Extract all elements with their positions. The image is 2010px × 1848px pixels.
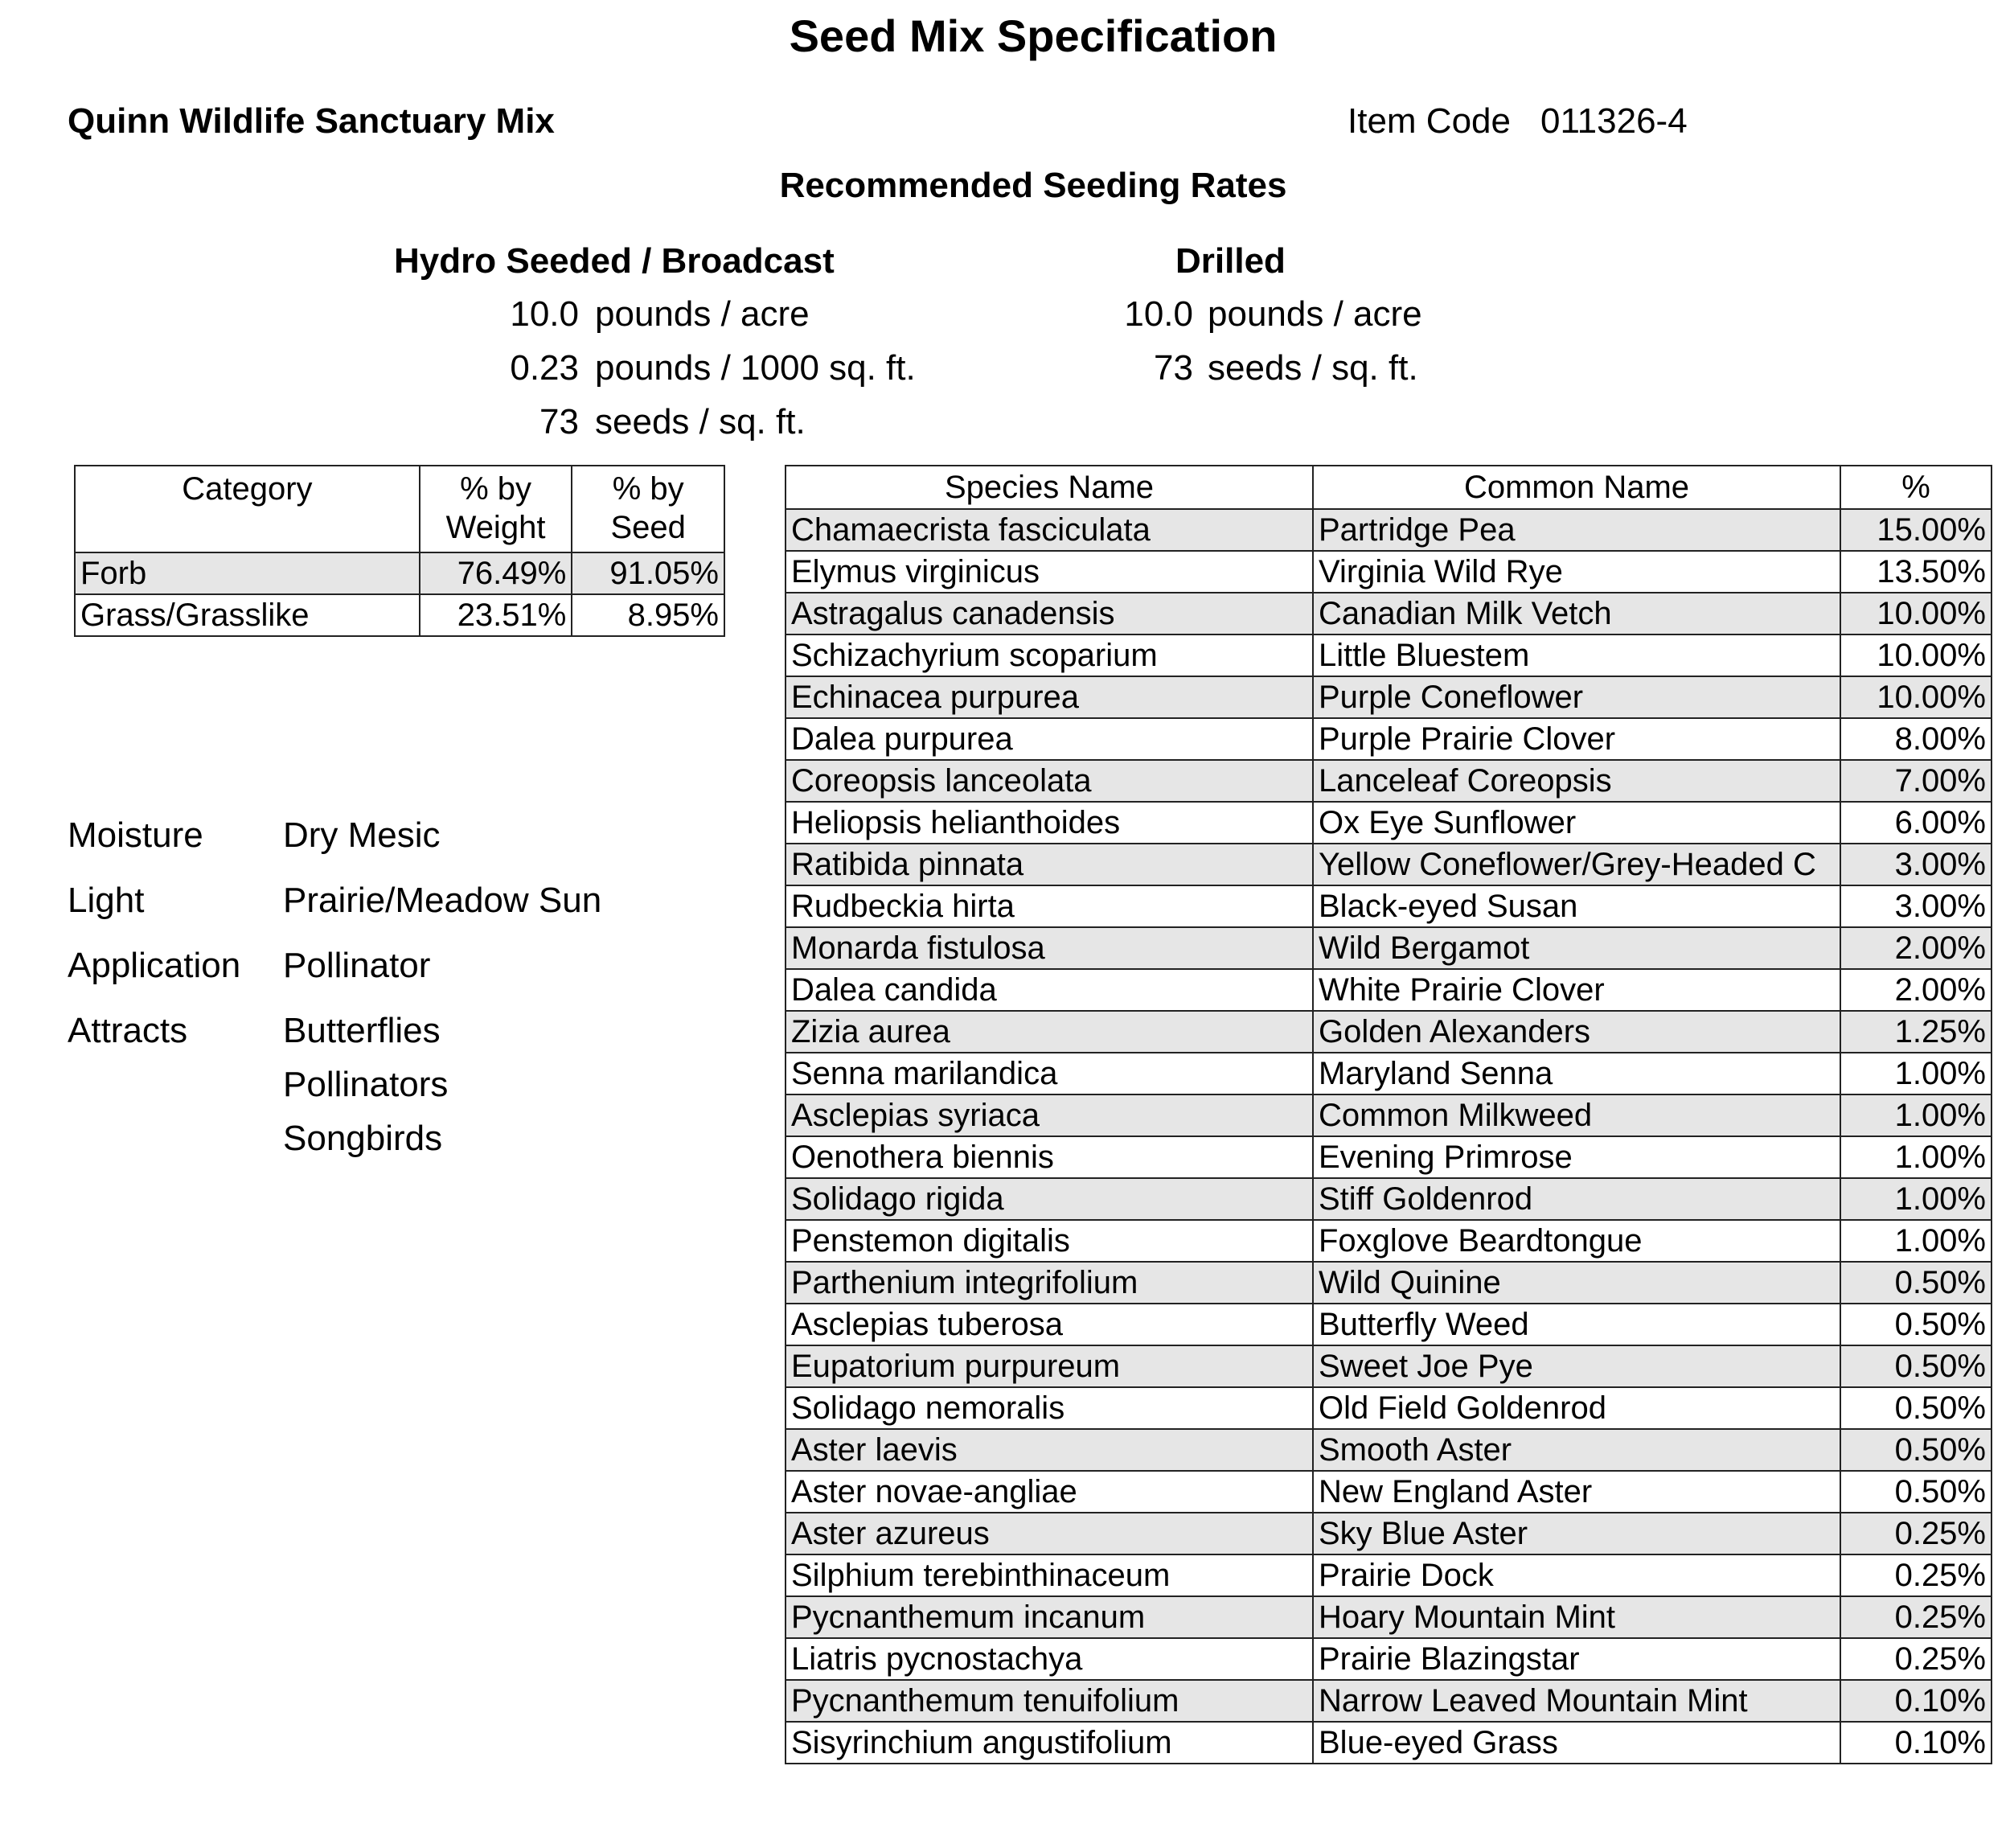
table-row <box>786 1471 1992 1513</box>
table-row <box>786 1596 1992 1638</box>
common-name-cell: Ox Eye Sunflower <box>1313 802 1840 844</box>
common-name-cell: Virginia Wild Rye <box>1313 551 1840 593</box>
species-table <box>785 465 1992 1764</box>
attribute-label: Application <box>68 946 241 985</box>
percent-cell: 0.25% <box>1840 1513 1992 1554</box>
attribute-value: Songbirds <box>283 1119 443 1158</box>
attribute-value: Butterflies <box>283 1011 441 1050</box>
attribute-label: Moisture <box>68 815 203 855</box>
species-name-cell: Pycnanthemum tenuifolium <box>786 1680 1313 1722</box>
common-name-cell: Partridge Pea <box>1313 509 1840 551</box>
hydro-rate-value: 10.0 <box>510 294 579 334</box>
common-name-cell: Wild Quinine <box>1313 1262 1840 1304</box>
item-code-value: 011326-4 <box>1540 101 1688 141</box>
percent-cell: 10.00% <box>1840 676 1992 718</box>
percent-cell: 10.00% <box>1840 593 1992 634</box>
hydro-rate-unit: seeds / sq. ft. <box>595 402 806 441</box>
species-name-cell: Sisyrinchium angustifolium <box>786 1722 1313 1764</box>
weight-cell: 76.49% <box>420 552 572 594</box>
species-name-cell: Rudbeckia hirta <box>786 885 1313 927</box>
species-name-cell: Aster azureus <box>786 1513 1313 1554</box>
category-cell: Grass/Grasslike <box>75 594 420 636</box>
common-name-cell: Maryland Senna <box>1313 1053 1840 1094</box>
hydro-rate-unit: pounds / acre <box>595 294 810 334</box>
common-name-cell: Wild Bergamot <box>1313 927 1840 969</box>
category-table <box>74 465 725 637</box>
attribute-label: Light <box>68 881 145 920</box>
percent-cell: 7.00% <box>1840 760 1992 802</box>
percent-cell: 0.25% <box>1840 1638 1992 1680</box>
species-name-cell: Solidago nemoralis <box>786 1387 1313 1429</box>
percent-cell: 1.00% <box>1840 1053 1992 1094</box>
table-row <box>786 1220 1992 1262</box>
species-name-cell: Pycnanthemum incanum <box>786 1596 1313 1638</box>
species-name-cell: Elymus virginicus <box>786 551 1313 593</box>
species-name-cell: Eupatorium purpureum <box>786 1345 1313 1387</box>
table-row <box>786 927 1992 969</box>
table-row <box>786 551 1992 593</box>
table-row <box>786 1429 1992 1471</box>
common-name-cell: Purple Prairie Clover <box>1313 718 1840 760</box>
common-name-cell: Common Milkweed <box>1313 1094 1840 1136</box>
percent-cell: 10.00% <box>1840 634 1992 676</box>
table-row <box>786 1513 1992 1554</box>
common-name-cell: Smooth Aster <box>1313 1429 1840 1471</box>
common-name-cell: Narrow Leaved Mountain Mint <box>1313 1680 1840 1722</box>
table-row <box>786 969 1992 1011</box>
common-name-cell: Stiff Goldenrod <box>1313 1178 1840 1220</box>
common-name-cell: Canadian Milk Vetch <box>1313 593 1840 634</box>
table-row <box>786 844 1992 885</box>
table-row <box>786 718 1992 760</box>
weight-cell: 23.51% <box>420 594 572 636</box>
drilled-heading: Drilled <box>1175 241 1286 281</box>
table-row <box>786 1680 1992 1722</box>
table-row <box>786 885 1992 927</box>
species-name-cell: Aster laevis <box>786 1429 1313 1471</box>
percent-cell: 0.50% <box>1840 1262 1992 1304</box>
item-code-label: Item Code <box>1348 101 1511 141</box>
common-name-cell: Prairie Dock <box>1313 1554 1840 1596</box>
hydro-rate-value: 73 <box>539 402 579 441</box>
percent-cell: 3.00% <box>1840 885 1992 927</box>
common-name-cell: Purple Coneflower <box>1313 676 1840 718</box>
common-name-cell: Sweet Joe Pye <box>1313 1345 1840 1387</box>
percent-cell: 1.00% <box>1840 1094 1992 1136</box>
common-name-cell: Golden Alexanders <box>1313 1011 1840 1053</box>
table-row <box>786 1262 1992 1304</box>
hydro-broadcast-heading: Hydro Seeded / Broadcast <box>394 241 835 281</box>
percent-cell: 0.10% <box>1840 1680 1992 1722</box>
table-row <box>786 1053 1992 1094</box>
drilled-rate-value: 73 <box>1154 348 1193 388</box>
species-name-cell: Asclepias syriaca <box>786 1094 1313 1136</box>
common-name-cell: Black-eyed Susan <box>1313 885 1840 927</box>
hydro-rate-unit: pounds / 1000 sq. ft. <box>595 348 916 388</box>
seed-header: % by Seed <box>572 466 724 552</box>
species-name-header: Species Name <box>786 466 1313 509</box>
table-row <box>786 1011 1992 1053</box>
species-name-cell: Oenothera biennis <box>786 1136 1313 1178</box>
table-row <box>786 634 1992 676</box>
table-row <box>786 1304 1992 1345</box>
table-row <box>786 1178 1992 1220</box>
common-name-cell: Sky Blue Aster <box>1313 1513 1840 1554</box>
species-name-cell: Dalea candida <box>786 969 1313 1011</box>
common-name-cell: Old Field Goldenrod <box>1313 1387 1840 1429</box>
common-name-cell: Foxglove Beardtongue <box>1313 1220 1840 1262</box>
species-name-cell: Aster novae-angliae <box>786 1471 1313 1513</box>
percent-cell: 0.25% <box>1840 1596 1992 1638</box>
species-name-cell: Heliopsis helianthoides <box>786 802 1313 844</box>
weight-header: % by Weight <box>420 466 572 552</box>
table-row <box>786 1136 1992 1178</box>
common-name-cell: Lanceleaf Coreopsis <box>1313 760 1840 802</box>
species-name-cell: Chamaecrista fasciculata <box>786 509 1313 551</box>
species-name-cell: Asclepias tuberosa <box>786 1304 1313 1345</box>
common-name-cell: Evening Primrose <box>1313 1136 1840 1178</box>
percent-cell: 8.00% <box>1840 718 1992 760</box>
species-name-cell: Dalea purpurea <box>786 718 1313 760</box>
species-name-cell: Penstemon digitalis <box>786 1220 1313 1262</box>
percent-cell: 1.00% <box>1840 1220 1992 1262</box>
hydro-rate-value: 0.23 <box>510 348 579 388</box>
seeding-rates-heading: Recommended Seeding Rates <box>779 166 1287 205</box>
percent-cell: 13.50% <box>1840 551 1992 593</box>
table-row <box>786 1638 1992 1680</box>
attribute-label: Attracts <box>68 1011 188 1050</box>
table-row <box>786 760 1992 802</box>
common-name-cell: Hoary Mountain Mint <box>1313 1596 1840 1638</box>
species-name-cell: Coreopsis lanceolata <box>786 760 1313 802</box>
drilled-rate-unit: seeds / sq. ft. <box>1208 348 1418 388</box>
percent-cell: 1.25% <box>1840 1011 1992 1053</box>
table-row <box>786 509 1992 551</box>
table-row <box>786 1345 1992 1387</box>
percent-header: % <box>1840 466 1992 509</box>
attribute-value: Dry Mesic <box>283 815 441 855</box>
percent-cell: 2.00% <box>1840 927 1992 969</box>
percent-cell: 15.00% <box>1840 509 1992 551</box>
percent-cell: 0.10% <box>1840 1722 1992 1764</box>
species-name-cell: Monarda fistulosa <box>786 927 1313 969</box>
percent-cell: 0.50% <box>1840 1304 1992 1345</box>
species-name-cell: Echinacea purpurea <box>786 676 1313 718</box>
attribute-value: Pollinator <box>283 946 431 985</box>
mix-name: Quinn Wildlife Sanctuary Mix <box>68 101 555 141</box>
species-name-cell: Silphium terebinthinaceum <box>786 1554 1313 1596</box>
percent-cell: 3.00% <box>1840 844 1992 885</box>
common-name-cell: White Prairie Clover <box>1313 969 1840 1011</box>
drilled-rate-value: 10.0 <box>1124 294 1193 334</box>
table-row <box>786 593 1992 634</box>
species-name-cell: Ratibida pinnata <box>786 844 1313 885</box>
attribute-value: Pollinators <box>283 1065 449 1104</box>
percent-cell: 0.50% <box>1840 1387 1992 1429</box>
species-name-cell: Schizachyrium scoparium <box>786 634 1313 676</box>
common-name-header: Common Name <box>1313 466 1840 509</box>
category-cell: Forb <box>75 552 420 594</box>
common-name-cell: Prairie Blazingstar <box>1313 1638 1840 1680</box>
table-row <box>786 1554 1992 1596</box>
species-name-cell: Solidago rigida <box>786 1178 1313 1220</box>
species-name-cell: Zizia aurea <box>786 1011 1313 1053</box>
percent-cell: 1.00% <box>1840 1178 1992 1220</box>
species-name-cell: Senna marilandica <box>786 1053 1313 1094</box>
table-row <box>786 802 1992 844</box>
percent-cell: 0.50% <box>1840 1345 1992 1387</box>
percent-cell: 1.00% <box>1840 1136 1992 1178</box>
percent-cell: 6.00% <box>1840 802 1992 844</box>
percent-cell: 0.25% <box>1840 1554 1992 1596</box>
drilled-rate-unit: pounds / acre <box>1208 294 1422 334</box>
seed-cell: 8.95% <box>572 594 724 636</box>
attribute-value: Prairie/Meadow Sun <box>283 881 602 920</box>
species-name-cell: Astragalus canadensis <box>786 593 1313 634</box>
table-row <box>786 1722 1992 1764</box>
table-row <box>75 594 724 636</box>
common-name-cell: Yellow Coneflower/Grey-Headed C <box>1313 844 1840 885</box>
species-name-cell: Liatris pycnostachya <box>786 1638 1313 1680</box>
percent-cell: 0.50% <box>1840 1429 1992 1471</box>
species-name-cell: Parthenium integrifolium <box>786 1262 1313 1304</box>
common-name-cell: Blue-eyed Grass <box>1313 1722 1840 1764</box>
table-row <box>786 1387 1992 1429</box>
page-title: Seed Mix Specification <box>789 10 1278 61</box>
seed-cell: 91.05% <box>572 552 724 594</box>
category-header: Category <box>75 466 420 552</box>
common-name-cell: Butterfly Weed <box>1313 1304 1840 1345</box>
percent-cell: 0.50% <box>1840 1471 1992 1513</box>
table-row <box>786 676 1992 718</box>
common-name-cell: New England Aster <box>1313 1471 1840 1513</box>
percent-cell: 2.00% <box>1840 969 1992 1011</box>
table-row <box>786 1094 1992 1136</box>
table-row <box>75 552 724 594</box>
common-name-cell: Little Bluestem <box>1313 634 1840 676</box>
